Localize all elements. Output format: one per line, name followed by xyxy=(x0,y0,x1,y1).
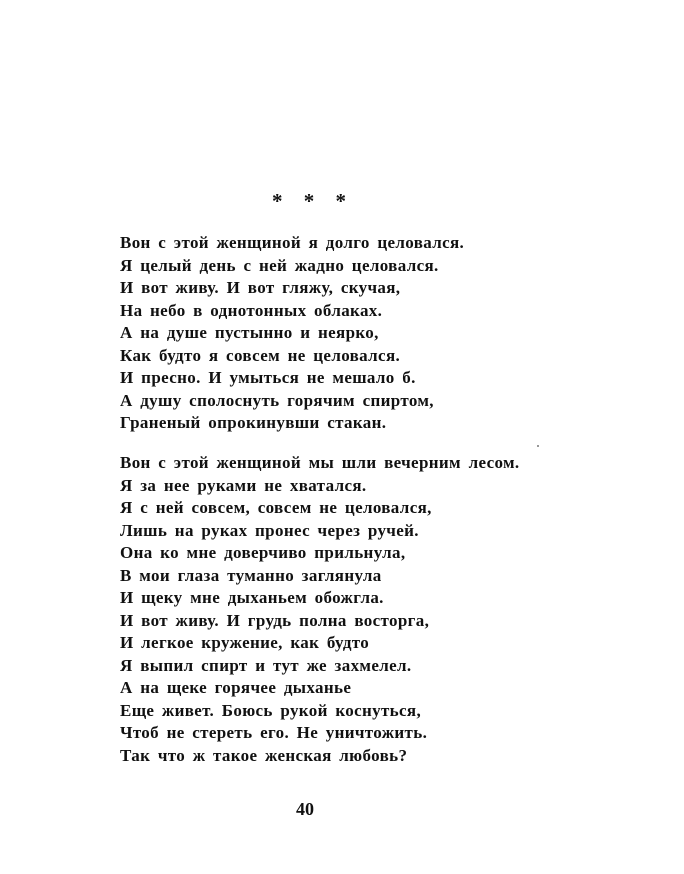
poem-line: И вот живу. И вот гляжу, скучая, xyxy=(120,278,401,297)
poem-line: Я выпил спирт и тут же захмелел. xyxy=(120,655,412,675)
poem-line: В мои глаза туманно заглянула xyxy=(120,565,382,585)
poem-line: И пресно. И умыться не мешало б. xyxy=(120,368,416,387)
poem-line: Вон с этой женщиной я долго целовался. xyxy=(120,233,465,252)
page-number: 40 xyxy=(296,799,314,819)
poem-line: Я целый день с ней жадно целовался. xyxy=(120,255,439,275)
poem-line: Вон с этой женщиной мы шли вечерним лесом. xyxy=(120,453,520,472)
poem-line: А на щеке горячее дыханье xyxy=(120,678,352,697)
poem-line: Я за нее руками не хватался. xyxy=(120,475,367,495)
poem-line: Граненый опрокинувши стакан. xyxy=(120,413,387,432)
poem-line: Как будто я совсем не целовался. xyxy=(120,345,401,365)
stanza-2 xyxy=(120,452,580,767)
poem-line: И вот живу. И грудь полна восторга, xyxy=(120,610,430,630)
poem-line: Я с ней совсем, совсем не целовался, xyxy=(120,498,432,517)
poem-line: Чтоб не стереть его. Не уничтожить. xyxy=(120,723,428,742)
poem-line: И легкое кружение, как будто xyxy=(120,633,370,652)
section-separator: * * * xyxy=(272,189,354,213)
poem-line: А душу сполоснуть горячим спиртом, xyxy=(120,390,434,410)
poem-line: Так что ж такое женская любовь? xyxy=(120,745,408,765)
poem-line: Еще живет. Боюсь рукой коснуться, xyxy=(120,700,422,720)
poem-line: На небо в однотонных облаках. xyxy=(120,300,383,320)
print-speck xyxy=(537,445,539,447)
poem-line: И щеку мне дыханьем обожгла. xyxy=(120,588,384,607)
stanza-1 xyxy=(120,232,580,435)
poem-line: Лишь на руках пронес через ручей. xyxy=(120,520,419,540)
poem-line: Она ко мне доверчиво прильнула, xyxy=(120,543,406,562)
poem-line: А на душе пустынно и неярко, xyxy=(120,323,379,342)
